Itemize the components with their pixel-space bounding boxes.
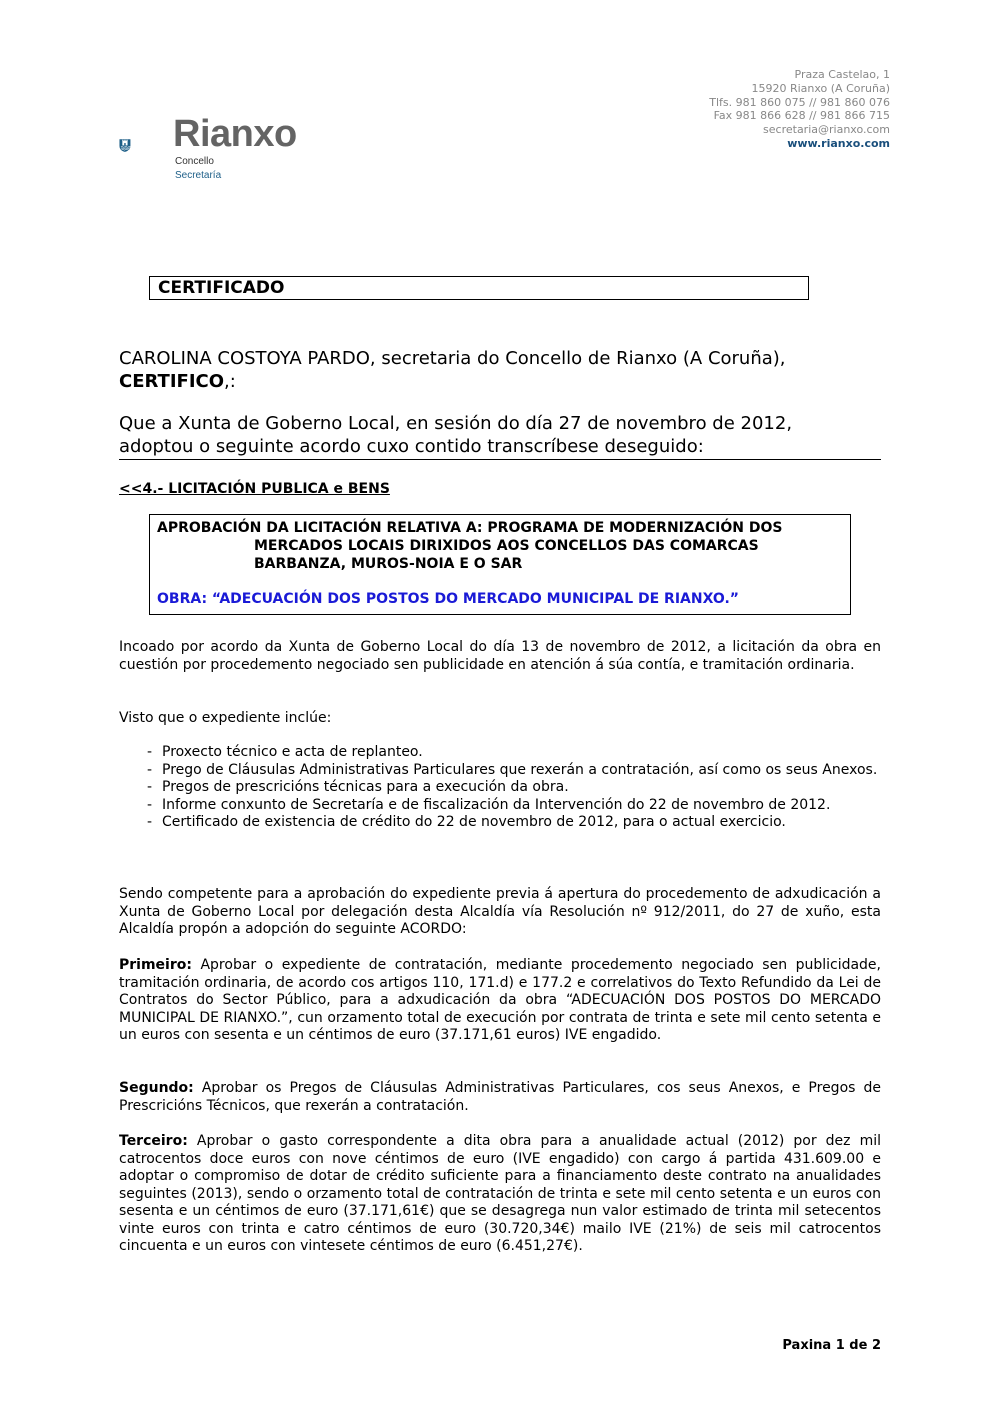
agreement-title-line-1: APROBACIÓN DA LICITACIÓN RELATIVA A: PROGRAMA DE MODERNIZACIÓN DOS	[157, 520, 783, 536]
terceiro-label: Terceiro:	[119, 1133, 188, 1149]
section-heading: <<4.- LICITACIÓN PUBLICA e BENS	[119, 481, 390, 497]
segundo-text: Aprobar os Pregos de Cláusulas Administrativas Particulares, cos seus Anexos, e Pregos de Prescricións Técnicos, que rexerán a contratación.	[119, 1080, 881, 1114]
logo-name: Rianxo	[173, 113, 297, 155]
logo-subtitle-concello: Concello	[175, 156, 214, 167]
address-line: Fax 981 866 628 // 981 866 715	[713, 109, 890, 123]
list-item: - Certificado de existencia de crédito do 22 de novembro de 2012, para o actual exercicio.	[147, 814, 786, 830]
sendo-paragraph: Sendo competente para a aprobación do expediente previa á apertura do procedemento de adxudicación a Xunta de Goberno Local por delegación desta Alcaldía vía Resolución nº 912/2011, do 27 de xuño, esta Alcaldía propón a adopción do seguinte ACORDO:	[119, 886, 881, 937]
email-link[interactable]: secretaria@rianxo.com	[763, 123, 890, 137]
primeiro-label: Primeiro:	[119, 957, 192, 973]
expedient-list	[147, 744, 881, 832]
agreement-title-line-3: BARBANZA, MUROS-NOIA E O SAR	[254, 556, 523, 572]
segundo-label: Segundo:	[119, 1080, 194, 1096]
que-paragraph	[119, 412, 881, 460]
certifico-suffix: ,:	[224, 371, 236, 392]
visto-paragraph: Visto que o expediente inclúe:	[119, 710, 332, 726]
certifico-text: CERTIFICO	[119, 371, 225, 392]
list-item: - Informe conxunto de Secretaría e de fiscalización da Intervención do 22 de novembro de 2012.	[147, 796, 831, 813]
agreement-title	[157, 519, 843, 573]
address-block	[709, 68, 890, 151]
segundo-paragraph	[119, 1080, 881, 1115]
intro-text: CAROLINA COSTOYA PARDO, secretaria do Concello de Rianxo (A Coruña),	[119, 348, 786, 369]
primeiro-paragraph	[119, 957, 881, 1045]
document-title-box	[149, 276, 809, 300]
intro-paragraph	[119, 347, 881, 393]
document-title: CERTIFICADO	[158, 278, 285, 298]
primeiro-text: Aprobar o expediente de contratación, mediante procedemento negociado sen publicidade, tramitación ordinaria, de acordo cos artigos 110, 171.d) e 177.2 e correlativos do Texto Refundido da Lei de Contratos do Sector Público, para a adxudicación da obra “ADECUACIÓN DOS POSTOS DO MERCADO MUNICIPAL DE RIANXO.”, cun orzamento total de execución por contrata de trinta e sete mil cento setenta e un euros con sesenta e un céntimos de euro (37.171,61 euros) IVE engadido.	[119, 957, 881, 1043]
obra-title: OBRA: “ADECUACIÓN DOS POSTOS DO MERCADO MUNICIPAL DE RIANXO.”	[157, 591, 739, 607]
website-link[interactable]: www.rianxo.com	[787, 136, 890, 150]
que-line-1: Que a Xunta de Goberno Local, en sesión do día 27 de novembro de 2012,	[119, 413, 793, 434]
address-line: Tlfs. 981 860 075 // 981 860 076	[709, 95, 890, 109]
list-item: - Pregos de prescricións técnicas para a execución da obra.	[147, 779, 569, 795]
page-number: Paxina 1 de 2	[782, 1338, 881, 1353]
agreement-box	[149, 514, 851, 615]
list-item: - Prego de Cláusulas Administrativas Particulares que rexerán a contratación, así como os seus Anexos.	[147, 761, 878, 778]
terceiro-text: Aprobar o gasto correspondente a dita obra para a anualidade actual (2012) por dez mil catrocentos doce euros con nove céntimos de euro (IVE engadido) con cargo á partida 431.609.00 e adoptar o compromiso de dotar de crédito suficiente para a financiamento deste contrato na anualidades seguintes (2013), sendo o orzamento total de contratación de trinta e sete mil cento setenta e un euros con sesenta e un céntimos de euro (37.171,61€) que se desagrega nun valor estimado de trinta mil setecentos vinte euros con trinta e catro céntimos de euro (30.720,34€) mailo IVE (21%) de seis mil catrocentos cincuenta e un euros con vintesete céntimos de euro (6.451,27€).	[119, 1133, 881, 1254]
que-line-2: adoptou o seguinte acordo cuxo contido transcríbese deseguido:	[119, 436, 704, 457]
agreement-title-line-2: MERCADOS LOCAIS DIRIXIDOS AOS CONCELLOS DAS COMARCAS	[254, 538, 759, 554]
incoado-paragraph: Incoado por acordo da Xunta de Goberno Local do día 13 de novembro de 2012, a licitación da obra en cuestión por procedemento negociado sen publicidade en atención á súa contía, e tramitación ordinaria.	[119, 639, 881, 673]
rianxo-logo	[119, 119, 169, 174]
logo-subtitle-secretaria: Secretaría	[175, 170, 222, 181]
list-item: - Proxecto técnico e acta de replanteo.	[147, 744, 423, 760]
terceiro-paragraph	[119, 1133, 881, 1256]
address-line: Praza Castelao, 1	[794, 68, 890, 81]
address-line: 15920 Rianxo (A Coruña)	[751, 81, 890, 95]
